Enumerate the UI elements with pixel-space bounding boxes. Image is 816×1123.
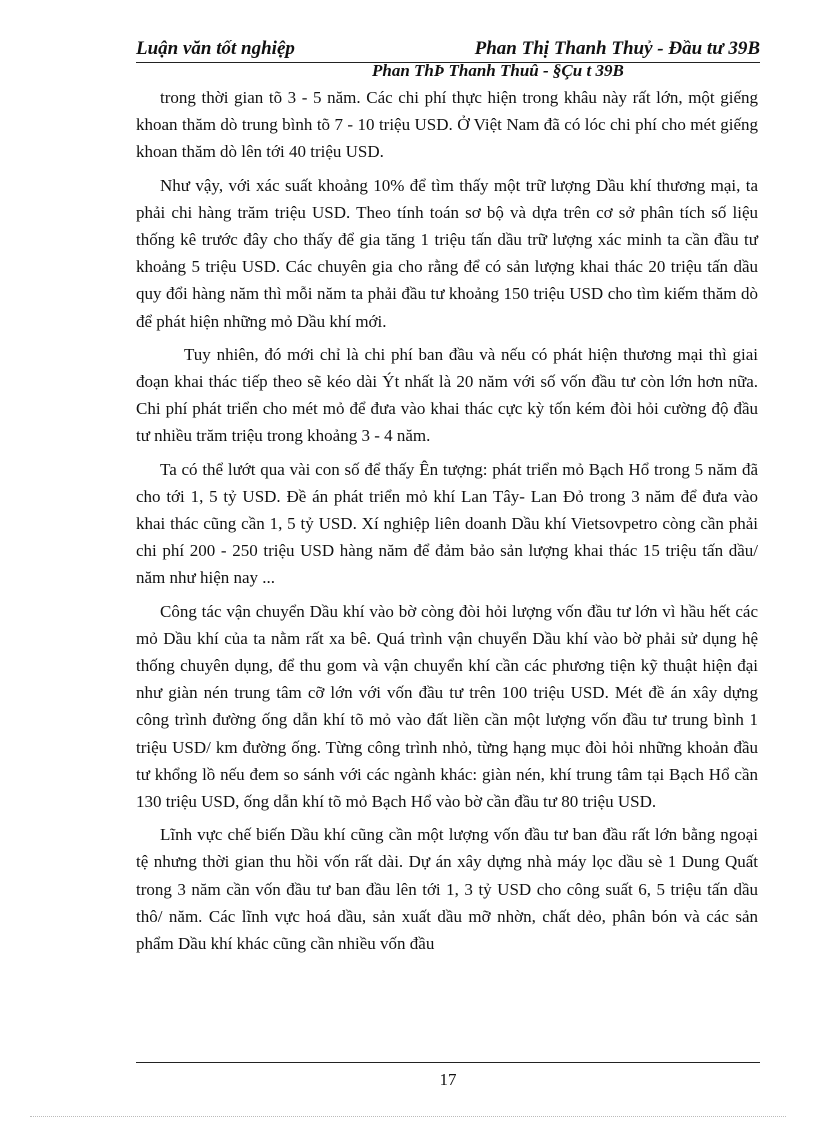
page-bottom-edge (30, 1116, 786, 1117)
paragraph-4: Ta có thể lướt qua vài con số để thấy Ên tượng: phát triển mỏ Bạch Hổ trong 5 năm đã cho tới 1, 5 tỷ USD. Đề án phát triển mỏ khí Lan Tây- Lan Đỏ trong 3 năm để đưa vào khai thác cũng cần 1, 5 tỷ USD. Xí nghiệp liên doanh Dầu khí Vietsovpetro còng cần phải chi phí 200 - 250 triệu USD hàng năm để đảm bảo sản lượng khai thác 15 triệu tấn dầu/ năm như hiện nay ... (136, 459, 758, 588)
paragraph-6: Lĩnh vực chế biến Dầu khí cũng cần một lượng vốn đầu tư ban đầu rất lớn bằng ngoại tệ nhưng thời gian thu hồi vốn rất dài. Dự án xây dựng nhà máy lọc dầu sè 1 Dung Quất trong 3 năm cần vốn đầu tư ban đầu lên tới 1, 3 tỷ USD cho công suất 6, 5 triệu tấn dầu thô/ năm. Các lĩnh vực hoá dầu, sản xuất dầu mỡ nhờn, chất dẻo, phân bón và các sản phẩm Dầu khí khác cũng cần nhiều vốn đầu (136, 825, 758, 954)
paragraph-5: Công tác vận chuyển Dầu khí vào bờ còng đòi hỏi lượng vốn đầu tư lớn vì hầu hết các mỏ Dầu khí của ta nằm rất xa bê. Quá trình vận chuyển Dầu khí vào bờ phải sử dụng hệ thống chuyên dụng, để thu gom và vận chuyển khí cần các phương tiện kỹ thuật hiện đại như giàn nén trung tâm cỡ lớn với vốn đầu tư trên 100 triệu USD. Mét đề án xây dựng công trình đường ống dẫn khí tõ mỏ vào đất liền cần một lượng vốn đầu tư trung bình 1 triệu USD/ km đường ống. Từng công trình nhỏ, từng hạng mục đòi hỏi những khoản đầu tư khổng lồ nếu đem so sánh với các ngành khác: giàn nén, khí trung tâm tại Bạch Hổ cần 130 triệu USD, ống dẫn khí tõ mỏ Bạch Hổ vào bờ cần đầu tư 80 triệu USD. (136, 601, 758, 812)
paragraph-2: Như vậy, với xác suất khoảng 10% để tìm thấy một trữ lượng Dầu khí thương mại, ta phải chi hàng trăm triệu USD. Theo tính toán sơ bộ và dựa trên cơ sở phân tích số liệu thống kê trước đây cho thấy để gia tăng 1 triệu tấn dầu trữ lượng xác minh ta cần đầu tư khoảng 5 triệu USD. Các chuyên gia cho rằng để có sản lượng khai thác 20 triệu tấn dầu quy đổi hàng năm thì mỗi năm ta phải đầu tư khoảng 150 triệu USD cho tìm kiếm thăm dò để phát hiện những mỏ Dầu khí mới. (136, 175, 758, 331)
header-garbled-author: Phan ThÞ Thanh Thuû - §Çu t 39B (372, 61, 624, 80)
page-header (136, 38, 760, 63)
document-body (136, 84, 758, 963)
header-author: Phan Thị Thanh Thuỷ - Đầu tư 39B (474, 38, 760, 59)
footer-divider (136, 1062, 760, 1063)
page-number: 17 (439, 1070, 457, 1089)
paragraph-1: trong thời gian tõ 3 - 5 năm. Các chi phí thực hiện trong khâu này rất lớn, một giếng khoan thăm dò trung bình tõ 7 - 10 triệu USD. Ở Việt Nam đã có lóc chi phí cho mét giếng khoan thăm dò lên tới 40 triệu USD. (136, 88, 758, 162)
header-thesis-label: Luận văn tốt nghiệp (136, 38, 295, 59)
paragraph-3: Tuy nhiên, đó mới chỉ là chi phí ban đầu và nếu có phát hiện thương mại thì giai đoạn khai thác tiếp theo sẽ kéo dài Ýt nhất là 20 năm với số vốn đầu tư còn lớn hơn nữa. Chi phí phát triển cho mét mỏ để đưa vào khai thác cực kỳ tốn kém đòi hỏi cường độ đầu tư nhiều trăm triệu trong khoảng 3 - 4 năm. (136, 344, 758, 446)
